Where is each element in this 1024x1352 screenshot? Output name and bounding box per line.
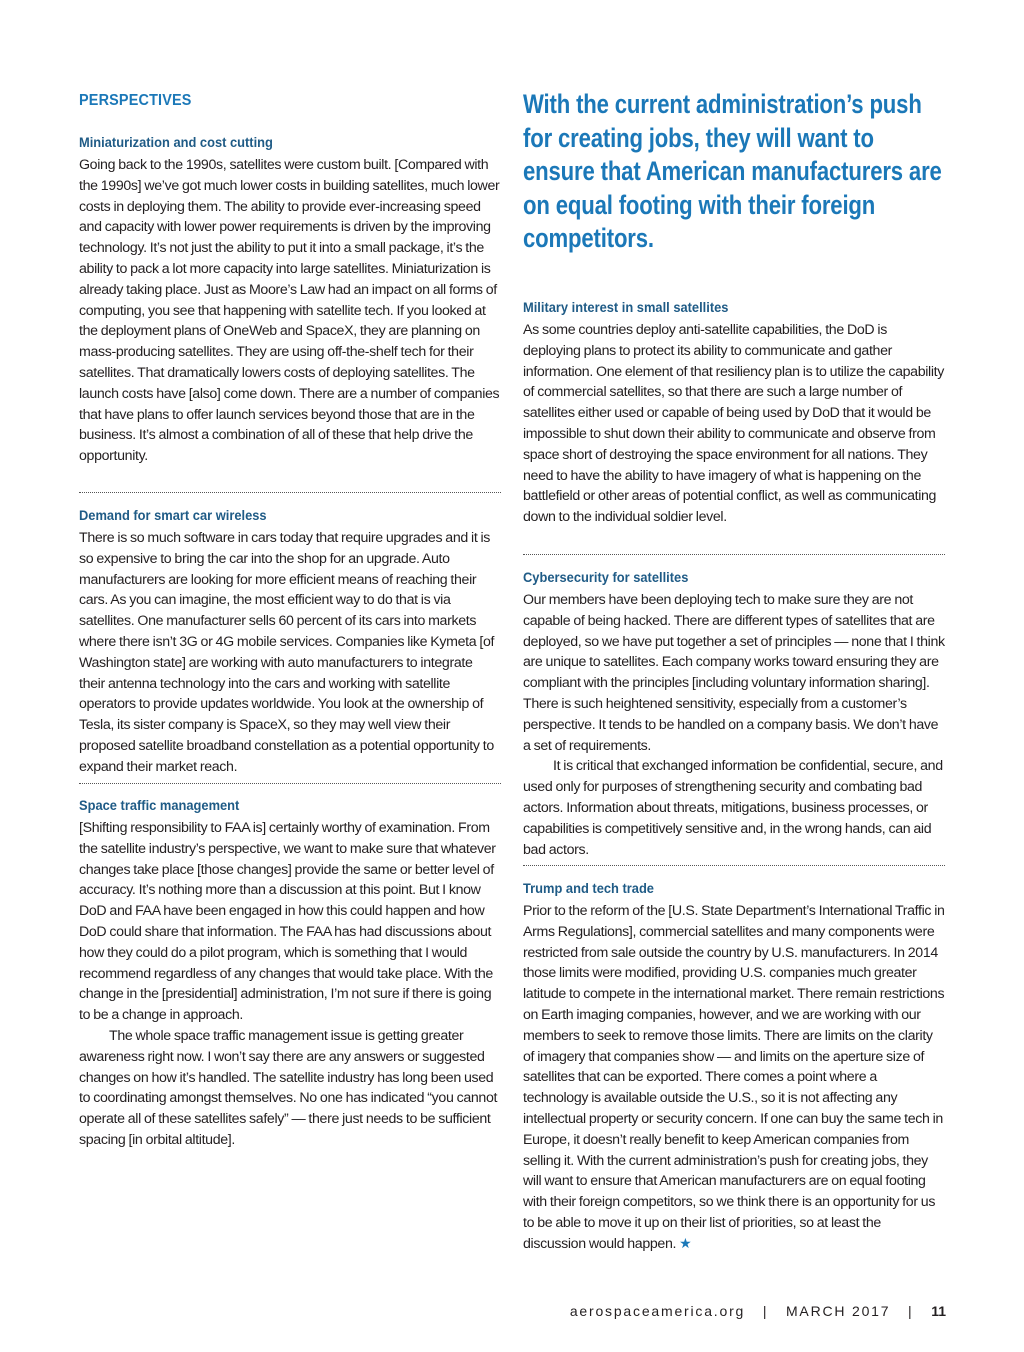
paragraph xyxy=(523,901,945,1255)
section-body xyxy=(79,155,501,467)
section-body xyxy=(523,320,945,528)
dotted-divider xyxy=(79,783,501,784)
footer-separator: | xyxy=(908,1303,914,1319)
footer-separator: | xyxy=(762,1303,769,1319)
paragraph: It is critical that exchanged information be confidential, secure, and used only for purposes of strengthening security and combating bad actors. Information about threats, mitigations, business processes, or capabilities is competitively sensitive and, in the wrong hands, can aid bad actors. xyxy=(523,758,943,858)
paragraph-text: Prior to the reform of the [U.S. State Department’s International Traffic in Arms Regulations], commercial satellites and many components were restricted from sale outside the country by U.S. manufacturers. In 2014 those limits were modified, providing U.S. companies much greater latitude to compete in the international market. There remain restrictions on Earth imaging companies, however, and we are working with our members to seek to remove those limits. There are limits on the clarity of imagery that companies show — and limits on the aperture size of satellites that can be exported. There comes a point where a technology is available outside the U.S., so it is not affecting any intellectual property or security concern. If one can buy the same tech in Europe, it doesn’t really benefit to keep American companies from selling it. With the current administration’s push for creating jobs, they will want to ensure that American manufacturers are on equal footing with their foreign competitors, so we think there is an opportunity for us to be able to move it up on their list of priorities, so at least the discussion would happen. xyxy=(523,903,945,1252)
star-icon: ★ xyxy=(679,1235,692,1252)
dotted-divider xyxy=(523,554,945,555)
page-number: 11 xyxy=(931,1303,946,1319)
section-cybersecurity xyxy=(523,568,945,860)
section-smart-car xyxy=(79,506,501,778)
paragraph: [Shifting responsibility to FAA is] certainly worthy of examination. From the satellite industry’s perspective, we want to make sure that whatever changes take place [those changes] provide the same or better level of accuracy. It’s nothing more than a discussion at this point. But I know DoD and FAA have been engaged in how this could happen and how DoD could share that information. The FAA has had discussions about how they could do a pilot program, which is something that I would recommend regardless of any changes that would take place. With the change in the [presidential] administration, I’m not sure if there is going to be a change in approach. xyxy=(79,820,496,1024)
page-footer xyxy=(570,1303,946,1319)
section-military xyxy=(523,298,945,528)
section-body xyxy=(523,901,945,1255)
paragraph: Going back to the 1990s, satellites were custom built. [Compared with the 1990s] we’ve got much lower costs in building satellites, much lower costs in deploying them. The ability to provide ever-increasing speed and capacity with lower power requirements is driven by the improving technology. It’s not just the ability to put it into a small package, it’s the ability to pack a lot more capacity into large satellites. Miniaturization is already taking place. Just as Moore’s Law had an impact on all forms of computing, you see that happening with satellite tech. If you looked at the deployment plans of OneWeb and SpaceX, they are planning on mass-producing satellites. They are using off-the-shelf tech for their satellites. That dramatically lowers costs of deploying satellites. The launch costs have [also] come down. There are a number of companies that have plans to offer launch services beyond those that are in the business. It’s almost a combination of all of these that help drive the opportunity. xyxy=(79,157,500,465)
section-body xyxy=(79,818,501,1151)
section-heading: Trump and tech trade xyxy=(523,880,654,896)
section-body xyxy=(79,528,501,778)
section-miniaturization xyxy=(79,133,501,467)
pull-quote: With the current administration’s push for creating jobs, they will want to ensure that American manufacturers are on equal footing with their foreign competitors. xyxy=(523,89,942,253)
section-heading: Cybersecurity for satellites xyxy=(523,569,689,585)
section-heading: Miniaturization and cost cutting xyxy=(79,134,273,150)
section-space-traffic xyxy=(79,796,501,1151)
section-trade xyxy=(523,879,945,1255)
section-heading: Space traffic management xyxy=(79,797,240,813)
paragraph: There is so much software in cars today that require upgrades and it is so expensive to bring the car into the shop for an upgrade. Auto manufacturers are looking for more efficient means of reaching their cars. As you can imagine, the most efficient way to do that is via satellites. One manufacturer sells 60 percent of its cars into markets where there isn’t 3G or 4G mobile services. Companies like Kymeta [of Washington state] are working with auto manufacturers to integrate their antenna technology into the cars and working with satellite operators to provide updates worldwide. You look at the ownership of Tesla, its sister company is SpaceX, so they may well view their proposed satellite broadband constellation as a potential opportunity to expand their market reach. xyxy=(79,530,495,775)
footer-issue: MARCH 2017 xyxy=(785,1303,891,1319)
paragraph: The whole space traffic management issue is getting greater awareness right now. I won’t say there are any answers or suggested changes on how it’s handled. The satellite industry has long been used to coordinating amongst themselves. No one has indicated “you cannot operate all of these satellites safely” — there just needs to be sufficient spacing [in orbital altitude]. xyxy=(79,1027,498,1148)
dotted-divider xyxy=(523,865,945,866)
section-heading: Military interest in small satellites xyxy=(523,299,729,315)
section-body xyxy=(523,590,945,860)
section-kicker: PERSPECTIVES xyxy=(79,92,192,109)
paragraph: As some countries deploy anti-satellite capabilities, the DoD is deploying plans to protect its ability to communicate and gather information. One element of that resiliency plan is to utilize the capability of commercial satellites, so that there are such a large number of satellites either used or capable of being used by DoD that it would be impossible to shut down their ability to communicate and observe from space short of destroying the space environment for all nations. They need to have the ability to have imagery of what is happening on the battlefield or other areas of potential conflict, as well as communicating down to the individual soldier level. xyxy=(523,322,944,526)
paragraph: Our members have been deploying tech to make sure they are not capable of being hacked. There are different types of satellites that are deployed, so we have put together a set of principles — none that I think are unique to satellites. Each company works toward ensuring they are compliant with the principles [including voluntary information sharing]. There is such heightened sensitivity, especially from a customer’s perspective. It tends to be handled on a company basis. We don’t have a set of requirements. xyxy=(523,592,945,754)
dotted-divider xyxy=(79,492,501,493)
footer-site: aerospaceamerica.org xyxy=(569,1303,746,1319)
section-heading: Demand for smart car wireless xyxy=(79,507,267,523)
